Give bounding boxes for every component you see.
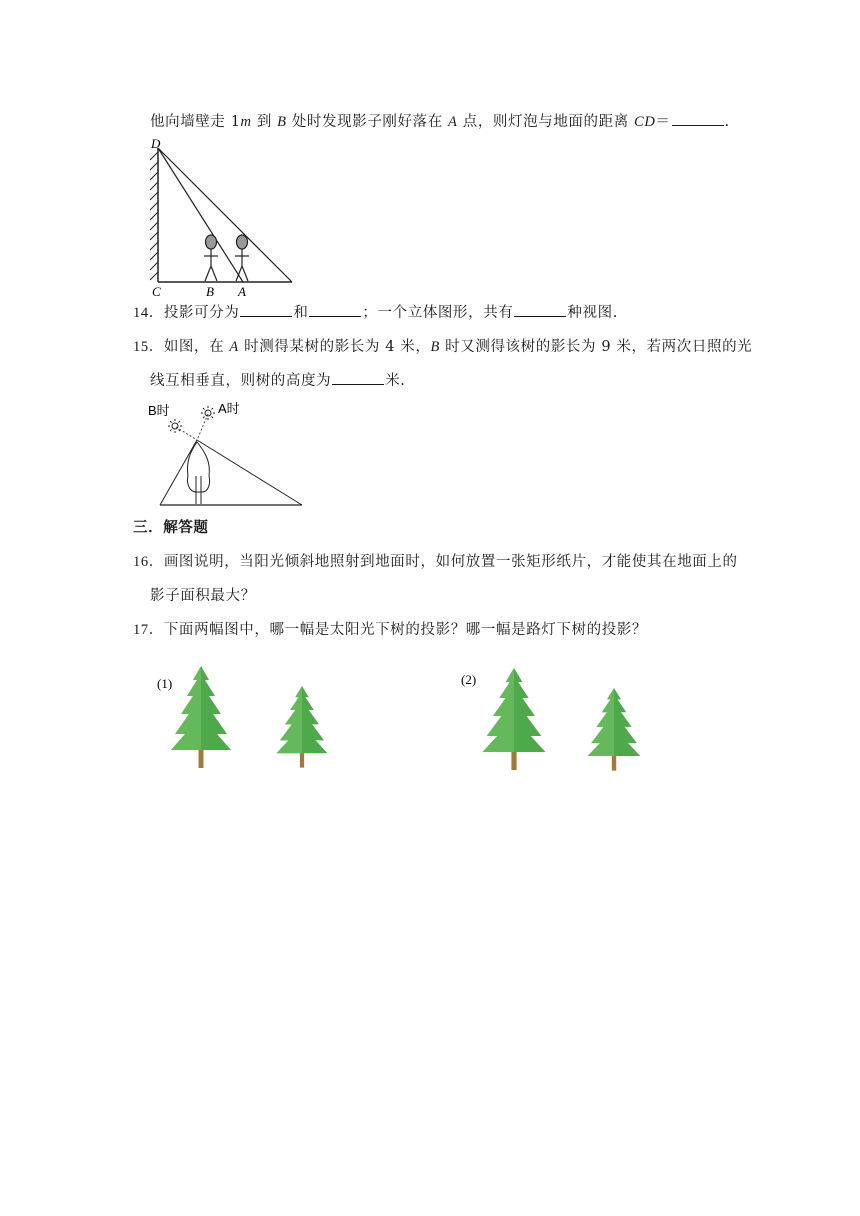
- fig2: [461, 668, 640, 771]
- tree-icon: [483, 668, 546, 770]
- section-3-title: 三．解答题: [133, 519, 209, 536]
- q15-line-2: 线互相垂直，则树的高度为 米.: [150, 370, 406, 391]
- fig2-label: (2): [461, 672, 477, 687]
- label-a: A: [238, 284, 246, 299]
- tree-icon: [277, 686, 328, 768]
- q16-line-1: 16．画图说明，当阳光倾斜地照射到地面时，如何放置一张矩形纸片，才能使其在地面上的: [133, 554, 738, 570]
- fig1-label: (1): [157, 676, 173, 691]
- fig1: [157, 666, 328, 768]
- q17: 17．下面两幅图中，哪一幅是太阳光下树的投影？哪一幅是路灯下树的投影？: [133, 622, 648, 638]
- label-b: B: [206, 284, 214, 299]
- tree-icon: [171, 666, 231, 768]
- label-d: D: [151, 136, 161, 151]
- q13-text: 他向墙壁走 1m 到 B 处时发现影子刚好落在 A 点，则灯泡与地面的距离 CD＝ .: [150, 111, 730, 132]
- q16-line-2: 影子面积最大？: [150, 588, 256, 604]
- tree-icon: [588, 688, 641, 771]
- label-b-time: B时: [148, 403, 170, 418]
- label-a-time: A时: [218, 401, 240, 416]
- label-c: C: [152, 284, 161, 299]
- q15-line-1: 15．如图，在 A 时测得某树的影长为 4 米，B 时又测得该树的影长为 9 米，若两次日照的光: [133, 339, 753, 355]
- q14: 14．投影可分为 和 ；一个立体图形，共有 种视图.: [133, 302, 618, 323]
